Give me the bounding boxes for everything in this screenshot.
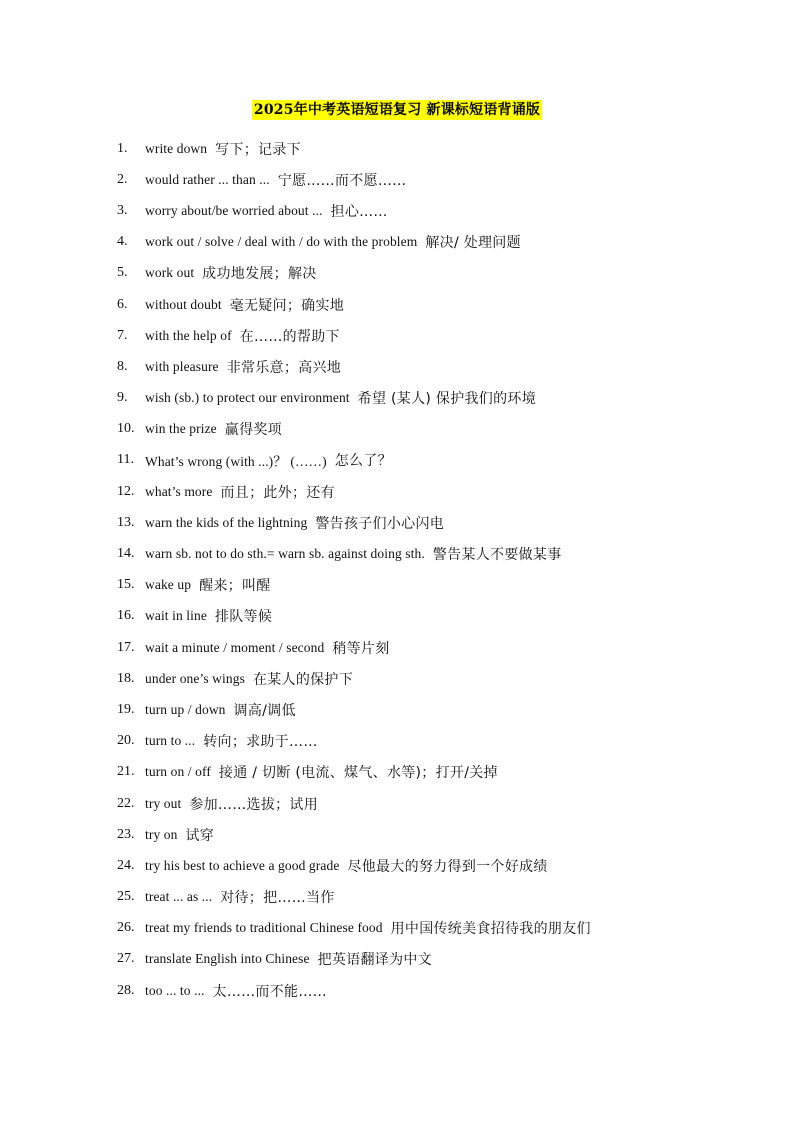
item-number: 3. bbox=[117, 202, 128, 218]
chinese-meaning: 警告孩子们小心闪电 bbox=[315, 515, 445, 532]
english-phrase: treat ... as ... bbox=[145, 889, 213, 905]
chinese-meaning: 而且；此外；还有 bbox=[220, 484, 335, 501]
list-item bbox=[117, 819, 757, 850]
list-item bbox=[117, 133, 757, 164]
item-number: 8. bbox=[117, 358, 128, 374]
item-number: 22. bbox=[117, 795, 135, 811]
english-phrase: turn on / off bbox=[145, 764, 211, 780]
list-item bbox=[117, 227, 757, 258]
item-number: 21. bbox=[117, 764, 135, 780]
item-number: 7. bbox=[117, 327, 128, 343]
list-item bbox=[117, 383, 757, 414]
list-item bbox=[117, 414, 757, 445]
item-number: 28. bbox=[117, 982, 135, 998]
chinese-meaning: 解决/ 处理问题 bbox=[425, 235, 521, 252]
chinese-meaning: 排队等候 bbox=[214, 609, 273, 626]
chinese-meaning: 参加……选拔；试用 bbox=[189, 796, 319, 813]
chinese-meaning: 赢得奖项 bbox=[224, 422, 282, 439]
list-item bbox=[117, 882, 757, 913]
list-item bbox=[117, 320, 757, 351]
chinese-meaning: 宁愿……而不愿…… bbox=[277, 172, 407, 189]
list-item bbox=[117, 195, 757, 226]
english-phrase: warn the kids of the lightning bbox=[145, 514, 308, 530]
chinese-meaning: 在……的帮助下 bbox=[239, 328, 340, 345]
english-phrase: wake up bbox=[145, 577, 192, 593]
chinese-meaning: 希望 (某人) 保护我们的环境 bbox=[357, 391, 536, 408]
english-phrase: wish (sb.) to protect our environment bbox=[145, 390, 350, 406]
list-item bbox=[117, 632, 757, 663]
english-phrase: too ... to ... bbox=[145, 982, 205, 998]
english-phrase: wait in line bbox=[145, 608, 207, 624]
chinese-meaning: 对待；把……当作 bbox=[220, 890, 335, 907]
phrase-list bbox=[117, 133, 757, 1006]
item-number: 27. bbox=[117, 951, 135, 967]
item-number: 26. bbox=[117, 920, 135, 936]
english-phrase: win the prize bbox=[145, 421, 217, 437]
list-item bbox=[117, 258, 757, 289]
item-number: 11. bbox=[117, 452, 134, 468]
english-phrase: treat my friends to traditional Chinese food bbox=[145, 920, 383, 936]
chinese-meaning: 警告某人不要做某事 bbox=[432, 547, 562, 564]
english-phrase: warn sb. not to do sth.= warn sb. against doing sth. bbox=[145, 546, 425, 562]
english-phrase: turn up / down bbox=[145, 701, 226, 717]
list-item bbox=[117, 757, 757, 788]
chinese-meaning: 在某人的保护下 bbox=[252, 671, 354, 688]
list-item bbox=[117, 445, 757, 476]
english-phrase: with pleasure bbox=[145, 358, 219, 374]
chinese-meaning: 成功地发展；解决 bbox=[202, 266, 317, 283]
english-phrase: worry about/be worried about ... bbox=[145, 202, 323, 218]
english-phrase: turn to ... bbox=[145, 733, 196, 749]
chinese-meaning: 写下；记录下 bbox=[215, 141, 301, 158]
list-item bbox=[117, 476, 757, 507]
english-phrase: what’s more bbox=[145, 483, 213, 499]
chinese-meaning: 转向；求助于…… bbox=[203, 734, 318, 751]
english-phrase: translate English into Chinese bbox=[145, 951, 310, 967]
list-item bbox=[117, 663, 757, 694]
item-number: 5. bbox=[117, 265, 128, 281]
english-phrase: wait a minute / moment / second bbox=[145, 639, 325, 655]
chinese-meaning: 把英语翻译为中文 bbox=[317, 952, 433, 969]
chinese-meaning: 试穿 bbox=[185, 827, 215, 844]
item-number: 24. bbox=[117, 857, 135, 873]
item-number: 12. bbox=[117, 483, 135, 499]
list-item bbox=[117, 913, 757, 944]
item-number: 14. bbox=[117, 546, 135, 562]
list-item bbox=[117, 570, 757, 601]
list-item bbox=[117, 694, 757, 725]
chinese-meaning: 醒来；叫醒 bbox=[199, 578, 271, 595]
chinese-meaning: 非常乐意；高兴地 bbox=[226, 359, 342, 376]
item-number: 18. bbox=[117, 670, 135, 686]
english-phrase: without doubt bbox=[145, 296, 222, 312]
english-phrase: try out bbox=[145, 795, 182, 811]
item-number: 6. bbox=[117, 296, 128, 312]
chinese-meaning: 太……而不能…… bbox=[212, 983, 327, 1000]
list-item bbox=[117, 726, 757, 757]
list-item bbox=[117, 975, 757, 1006]
english-phrase: under one’s wings bbox=[145, 670, 245, 686]
item-number: 23. bbox=[117, 826, 135, 842]
item-number: 20. bbox=[117, 733, 135, 749]
list-item bbox=[117, 601, 757, 632]
list-item bbox=[117, 944, 757, 975]
item-number: 19. bbox=[117, 701, 135, 717]
page-title: 2025年中考英语短语复习 新课标短语背诵版 bbox=[253, 102, 541, 118]
title-container bbox=[0, 100, 794, 120]
item-number: 25. bbox=[117, 889, 135, 905]
list-item bbox=[117, 538, 757, 569]
english-phrase: try on bbox=[145, 826, 178, 842]
item-number: 15. bbox=[117, 577, 135, 593]
item-number: 10. bbox=[117, 421, 135, 437]
chinese-meaning: 尽他最大的努力得到一个好成绩 bbox=[347, 858, 548, 875]
chinese-meaning: 担心…… bbox=[330, 203, 388, 220]
item-number: 9. bbox=[117, 390, 128, 406]
chinese-meaning: 调高/调低 bbox=[233, 702, 296, 719]
chinese-meaning: 怎么了？ bbox=[334, 453, 392, 470]
chinese-meaning: 毫无疑问；确实地 bbox=[229, 297, 345, 314]
list-item bbox=[117, 351, 757, 382]
item-number: 4. bbox=[117, 234, 128, 250]
chinese-meaning: 接通 / 切断 (电流、煤气、水等)；打开/关掉 bbox=[218, 765, 498, 782]
english-phrase: with the help of bbox=[145, 327, 232, 343]
english-phrase: work out / solve / deal with / do with the problem bbox=[145, 234, 418, 250]
english-phrase: try his best to achieve a good grade bbox=[145, 857, 340, 873]
english-phrase: work out bbox=[145, 265, 195, 281]
chinese-meaning: 用中国传统美食招待我的朋友们 bbox=[390, 921, 591, 938]
english-phrase: would rather ... than ... bbox=[145, 171, 270, 187]
item-number: 13. bbox=[117, 514, 135, 530]
list-item bbox=[117, 289, 757, 320]
item-number: 2. bbox=[117, 171, 128, 187]
item-number: 16. bbox=[117, 608, 135, 624]
list-item bbox=[117, 850, 757, 881]
item-number: 17. bbox=[117, 639, 135, 655]
list-item bbox=[117, 788, 757, 819]
english-phrase: write down bbox=[145, 140, 208, 156]
english-phrase: What’s wrong (with ...)？ (……) bbox=[145, 454, 327, 470]
chinese-meaning: 稍等片刻 bbox=[332, 640, 390, 657]
list-item bbox=[117, 164, 757, 195]
list-item bbox=[117, 507, 757, 538]
item-number: 1. bbox=[117, 140, 128, 156]
